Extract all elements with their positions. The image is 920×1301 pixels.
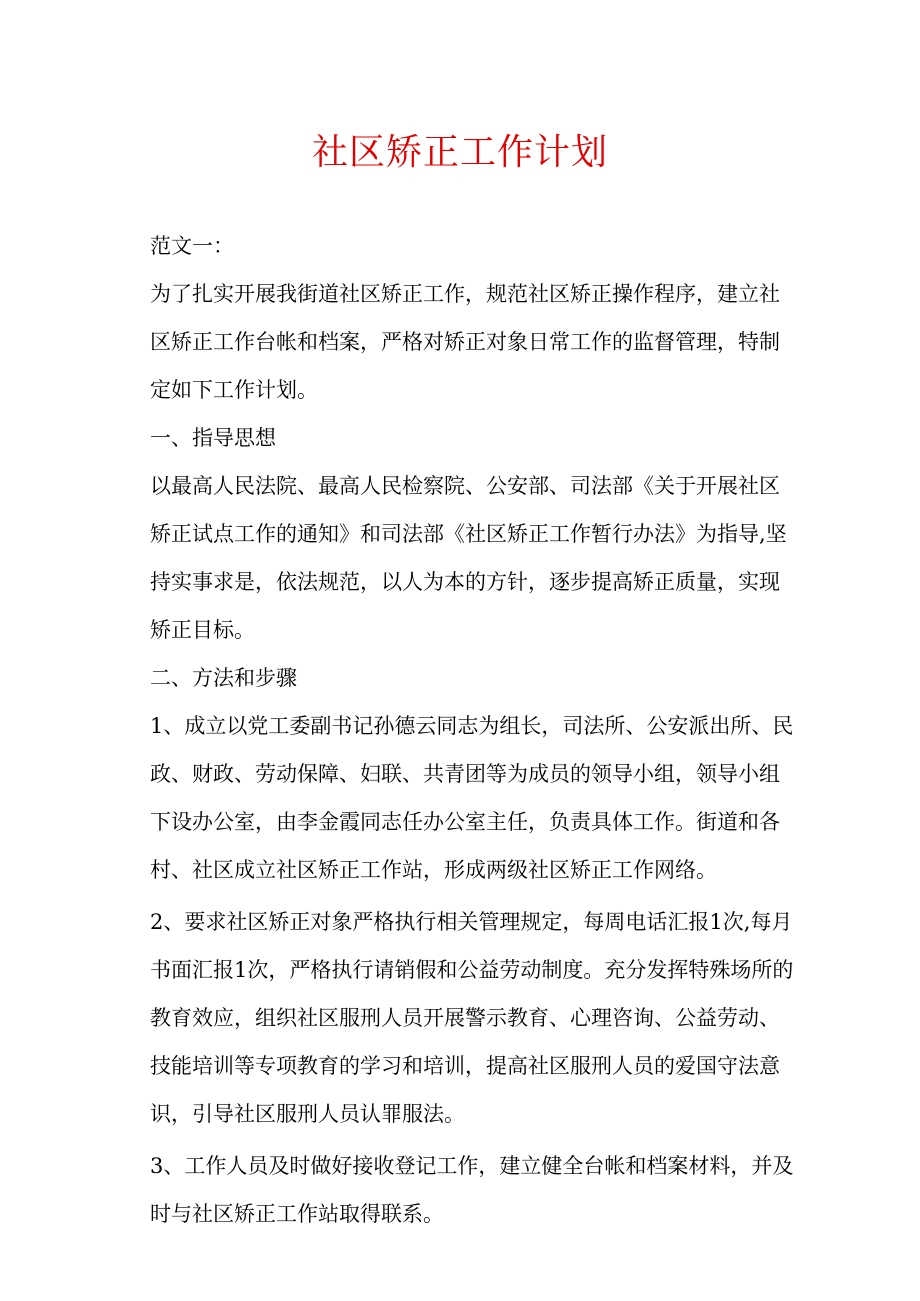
document-body (150, 222, 800, 1238)
paragraph-sample-label: 范文一： (150, 234, 234, 258)
paragraph-intro: 为了扎实开展我街道社区矫正工作，规范社区矫正操作程序，建立社区矫正工作台帐和档案，严格对矫正对象日常工作的监督管理，特制定如下工作计划。 (150, 282, 780, 402)
heading-methods-steps: 二、方法和步骤 (150, 666, 297, 690)
heading-guiding-ideology: 一、指导思想 (150, 426, 276, 450)
paragraph-step-2: 2、要求社区矫正对象严格执行相关管理规定，每周电话汇报1次,每月书面汇报1次，严格执行请销假和公益劳动制度。充分发挥特殊场所的教育效应，组织社区服刑人员开展警示教育、心理咨询、公益劳动、技能培训等专项教育的学习和培训，提高社区服刑人员的爱国守法意识，引导社区服刑人员认罪服法。 (150, 910, 794, 1126)
paragraph-guiding-ideology: 以最高人民法院、最高人民检察院、公安部、司法部《关于开展社区矫正试点工作的通知》和司法部《社区矫正工作暂行办法》为指导,坚持实事求是，依法规范，以人为本的方针，逐步提高矫正质量，实现矫正目标。 (150, 474, 787, 642)
paragraph-step-1: 1、成立以党工委副书记孙德云同志为组长，司法所、公安派出所、民政、财政、劳动保障、妇联、共青团等为成员的领导小组，领导小组下设办公室，由李金霞同志任办公室主任，负责具体工作。街道和各村、社区成立社区矫正工作站，形成两级社区矫正工作网络。 (150, 714, 794, 882)
paragraph-step-3: 3、工作人员及时做好接收登记工作，建立健全台帐和档案材料，并及时与社区矫正工作站取得联系。 (150, 1154, 794, 1226)
document-title: 社区矫正工作计划 (311, 132, 608, 173)
